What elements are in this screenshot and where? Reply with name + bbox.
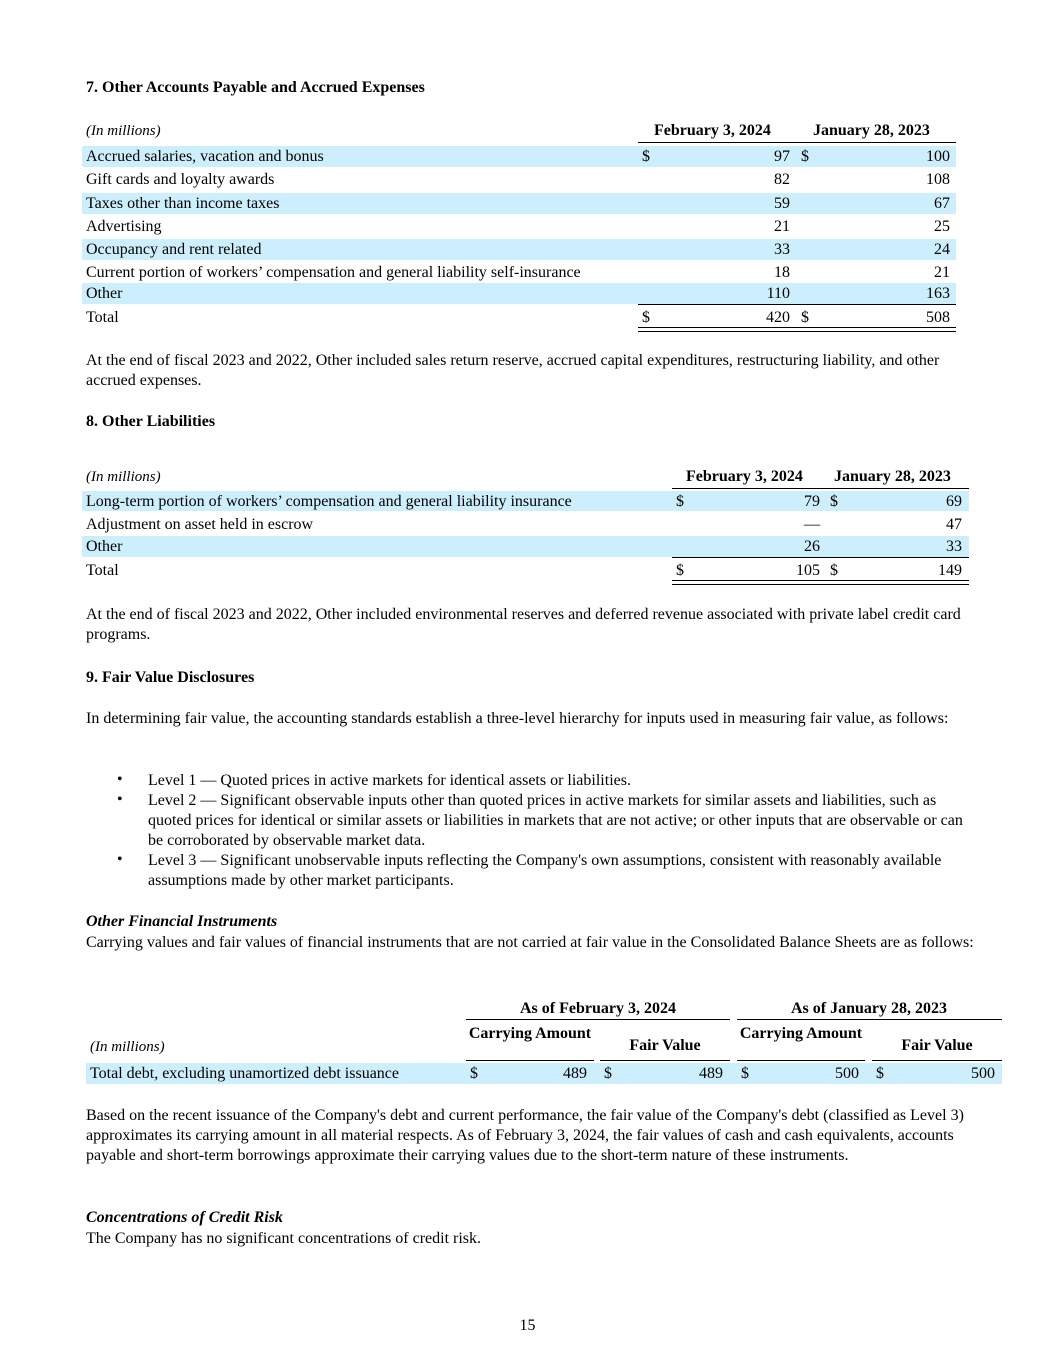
carrying-amount-header-2024: Carrying Amount	[468, 1025, 592, 1042]
table-row	[82, 216, 956, 237]
fair-value-2023: 500	[971, 1065, 995, 1082]
table-row	[82, 536, 969, 557]
value-2023: 163	[926, 285, 950, 302]
table-row-total	[82, 560, 969, 581]
section-8-heading: 8. Other Liabilities	[86, 413, 216, 430]
currency-symbol: $	[642, 148, 650, 165]
row-label: Taxes other than income taxes	[86, 195, 280, 212]
row-label: Other	[86, 285, 123, 302]
list-item: Level 3 — Significant unobservable inputs reflecting the Company's own assumptions, consistent with reasonably available assumptions made by other market participants.	[148, 852, 942, 889]
value-2024: 420	[766, 309, 790, 326]
column-rule	[872, 1060, 1002, 1061]
section-7-header-rule	[638, 142, 956, 143]
table-row	[82, 283, 956, 304]
value-2023: 100	[926, 148, 950, 165]
table-row	[82, 193, 956, 214]
currency-symbol: $	[830, 493, 838, 510]
currency-symbol: $	[830, 562, 838, 579]
group-rule-2023	[737, 1019, 1002, 1020]
table-row	[82, 169, 956, 190]
fair-value-header-2023: Fair Value	[901, 1037, 973, 1054]
row-label: Advertising	[86, 218, 162, 235]
bullet-icon: •	[117, 771, 123, 788]
value-2023: 24	[934, 241, 950, 258]
value-2024: 110	[766, 285, 790, 302]
value-2024: 82	[774, 171, 790, 188]
currency-symbol: $	[801, 148, 809, 165]
subtotal-rule	[672, 557, 969, 558]
value-2023: 108	[926, 171, 950, 188]
total-double-rule	[638, 327, 956, 332]
group-header-2023: As of January 28, 2023	[790, 1000, 947, 1017]
value-2023: 33	[946, 538, 962, 555]
value-2023: 67	[934, 195, 950, 212]
fair-value-table-units: (In millions)	[90, 1039, 165, 1055]
row-label: Total	[86, 309, 119, 326]
table-row	[82, 239, 956, 260]
group-header-2024: As of February 3, 2024	[520, 1000, 676, 1017]
value-2023: 25	[934, 218, 950, 235]
carrying-amount-header-2023: Carrying Amount	[739, 1025, 863, 1042]
row-label: Total debt, excluding unamortized debt issuance	[90, 1065, 400, 1082]
section-7-note: At the end of fiscal 2023 and 2022, Other included sales return reserve, accrued capital expenditures, restructuring liability, and other accrued expenses.	[86, 352, 940, 389]
subtotal-rule	[638, 304, 956, 305]
section-7-col2-header: January 28, 2023	[813, 122, 930, 139]
value-2023: 47	[946, 516, 962, 533]
value-2023: 21	[934, 264, 950, 281]
value-2024: 18	[774, 264, 790, 281]
value-2024: —	[804, 516, 820, 533]
currency-symbol: $	[676, 562, 684, 579]
currency-symbol: $	[676, 493, 684, 510]
other-financial-instruments-text: Carrying values and fair values of financial instruments that are not carried at fair value in the Consolidated Balance Sheets are as follows:	[86, 934, 974, 951]
value-2024: 105	[796, 562, 820, 579]
currency-symbol: $	[801, 309, 809, 326]
row-label: Accrued salaries, vacation and bonus	[86, 148, 324, 165]
value-2023: 69	[946, 493, 962, 510]
table-row-total	[82, 307, 956, 328]
value-2024: 59	[774, 195, 790, 212]
value-2024: 79	[804, 493, 820, 510]
section-7-col1-header: February 3, 2024	[654, 122, 771, 139]
section-9-heading: 9. Fair Value Disclosures	[86, 669, 255, 686]
section-7-heading: 7. Other Accounts Payable and Accrued Expenses	[86, 79, 425, 96]
currency-symbol: $	[876, 1065, 884, 1082]
fair-value-2024: 489	[699, 1065, 723, 1082]
bullet-icon: •	[117, 791, 123, 808]
list-item: Level 1 — Quoted prices in active markets for identical assets or liabilities.	[148, 772, 631, 789]
group-rule-2024	[466, 1019, 730, 1020]
table-row	[82, 491, 969, 511]
currency-symbol: $	[604, 1065, 612, 1082]
section-8-header-rule	[672, 488, 969, 489]
column-rule	[737, 1060, 865, 1061]
currency-symbol: $	[642, 309, 650, 326]
row-label: Long-term portion of workers’ compensation and general liability insurance	[86, 493, 572, 510]
row-label: Gift cards and loyalty awards	[86, 171, 275, 188]
fair-value-header-2024: Fair Value	[629, 1037, 701, 1054]
section-8-note: At the end of fiscal 2023 and 2022, Other included environmental reserves and deferred revenue associated with private label credit card programs.	[86, 606, 961, 643]
credit-risk-text: The Company has no significant concentrations of credit risk.	[86, 1230, 482, 1247]
table-row	[82, 146, 956, 167]
section-8-col1-header: February 3, 2024	[686, 468, 803, 485]
row-label: Occupancy and rent related	[86, 241, 262, 258]
credit-risk-title: Concentrations of Credit Risk	[86, 1209, 283, 1226]
section-8-col2-header: January 28, 2023	[834, 468, 951, 485]
list-item: Level 2 — Significant observable inputs other than quoted prices in active markets for similar assets and liabilities, such as quoted prices for identical or similar assets or liabilities in markets that are not active; or other inputs that are observable or can be corroborated by observable market data.	[148, 792, 963, 849]
row-label: Current portion of workers’ compensation and general liability self-insurance	[86, 264, 581, 281]
row-label: Total	[86, 562, 119, 579]
value-2024: 33	[774, 241, 790, 258]
value-2023: 149	[938, 562, 962, 579]
value-2024: 97	[774, 148, 790, 165]
row-label: Adjustment on asset held in escrow	[86, 516, 314, 533]
row-label: Other	[86, 538, 123, 555]
value-2024: 26	[804, 538, 820, 555]
total-double-rule	[672, 580, 969, 585]
column-rule	[600, 1060, 730, 1061]
section-7-units: (In millions)	[86, 123, 161, 139]
section-9-intro: In determining fair value, the accounting standards establish a three-level hierarchy for inputs used in measuring fair value, as follows:	[86, 710, 949, 727]
other-financial-instruments-title: Other Financial Instruments	[86, 913, 278, 930]
column-rule	[466, 1060, 594, 1061]
table-row	[82, 514, 969, 534]
currency-symbol: $	[741, 1065, 749, 1082]
page-number: 15	[519, 1317, 536, 1334]
bullet-icon: •	[117, 851, 123, 868]
value-2024: 21	[774, 218, 790, 235]
carrying-amount-2023: 500	[835, 1065, 859, 1082]
section-8-units: (In millions)	[86, 469, 161, 485]
currency-symbol: $	[470, 1065, 478, 1082]
fair-value-paragraph: Based on the recent issuance of the Company's debt and current performance, the fair value of the Company's debt (classified as Level 3) approximates its carrying amount in all material respects. As of February 3, 2024, the fair values of cash and cash equivalents, accounts payable and short-term borrowings approximate their carrying values due to the short-term nature of these instruments.	[86, 1107, 964, 1164]
table-row	[82, 262, 956, 281]
value-2023: 508	[926, 309, 950, 326]
table-row	[86, 1063, 1002, 1084]
carrying-amount-2024: 489	[563, 1065, 587, 1082]
